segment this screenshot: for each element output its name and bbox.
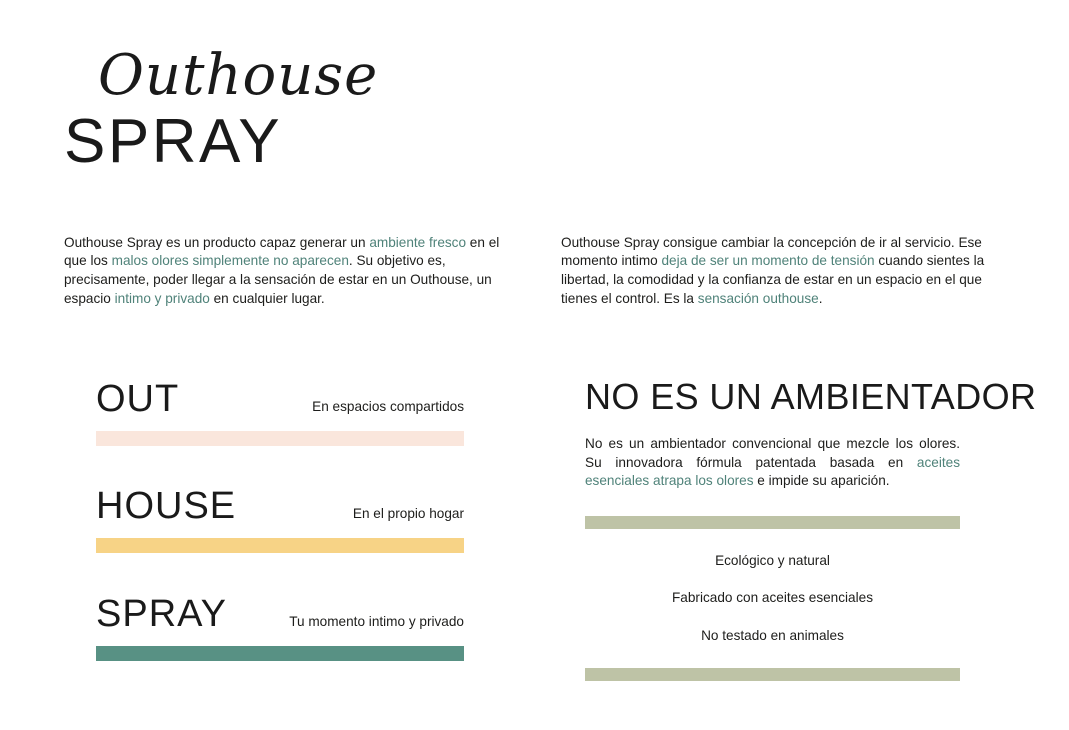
sage-bar-top	[585, 516, 960, 529]
claim-item-3: No testado en animales	[701, 627, 844, 643]
intro-left-text-4: en cualquier lugar.	[209, 290, 325, 306]
intro-right-text-1: Outhouse Spray consigue cambiar la concepción de ir al servicio. Ese momento intimo	[561, 234, 982, 269]
feature-header-spray	[96, 595, 464, 635]
feature-bar-out	[96, 431, 464, 446]
right-block-paragraph	[585, 435, 960, 491]
feature-bar-spray	[96, 646, 464, 661]
brand-product-name: SPRAY	[64, 107, 283, 176]
claim-item-2: Fabricado con aceites esenciales	[672, 590, 873, 606]
intro-paragraph-left	[64, 234, 500, 309]
feature-subtitle-house: En el propio hogar	[352, 506, 464, 521]
feature-word-spray: SPRAY	[96, 593, 228, 635]
feature-subtitle-spray: Tu momento intimo y privado	[289, 614, 464, 629]
feature-bar-house	[96, 538, 464, 553]
intro-left-text-2: en el que los	[64, 234, 500, 269]
right-para-text-1: No es un ambientador convencional que mezcle los olores. Su innovadora fórmula patentada basada en	[585, 435, 960, 470]
feature-header-house	[96, 487, 464, 527]
feature-block-house	[96, 487, 464, 553]
right-para-accent-1: aceites esenciales atrapa los olores	[585, 454, 960, 489]
intro-right-text-2: cuando sientes la libertad, la comodidad y la confianza de estar en un espacio en el que tienes el control. Es la	[561, 253, 985, 306]
intro-left-text-3: . Su objetivo es, precisamente, poder llegar a la sensación de estar en un Outhouse, un espacio	[64, 253, 492, 306]
sage-bar-bottom	[585, 668, 960, 681]
feature-block-out	[96, 380, 464, 446]
claims-list	[585, 553, 960, 644]
feature-header-out	[96, 380, 464, 420]
intro-paragraph-right	[561, 234, 997, 309]
right-block-title: NO ES UN AMBIENTADOR	[585, 376, 1037, 417]
feature-subtitle-out: En espacios compartidos	[312, 399, 464, 414]
right-feature-block	[585, 376, 1037, 681]
intro-right-text-3: .	[818, 290, 823, 306]
masthead	[64, 43, 704, 176]
intro-left-accent-2: malos olores simplemente no aparecen	[111, 253, 349, 269]
intro-left-accent-3: intimo y privado	[114, 290, 210, 306]
intro-left-text-1: Outhouse Spray es un producto capaz generar un	[64, 234, 370, 250]
intro-right-accent-1: deja de ser un momento de tensión	[661, 253, 875, 269]
intro-left-accent-1: ambiente fresco	[369, 234, 467, 250]
brand-script-name: Outhouse	[98, 43, 379, 108]
feature-word-house: HOUSE	[96, 485, 237, 527]
intro-right-accent-2: sensación outhouse	[697, 290, 819, 306]
right-para-text-2: e impide su aparición.	[753, 473, 890, 489]
feature-word-out: OUT	[96, 378, 180, 420]
claim-item-1: Ecológico y natural	[715, 553, 830, 569]
feature-block-spray	[96, 595, 464, 661]
